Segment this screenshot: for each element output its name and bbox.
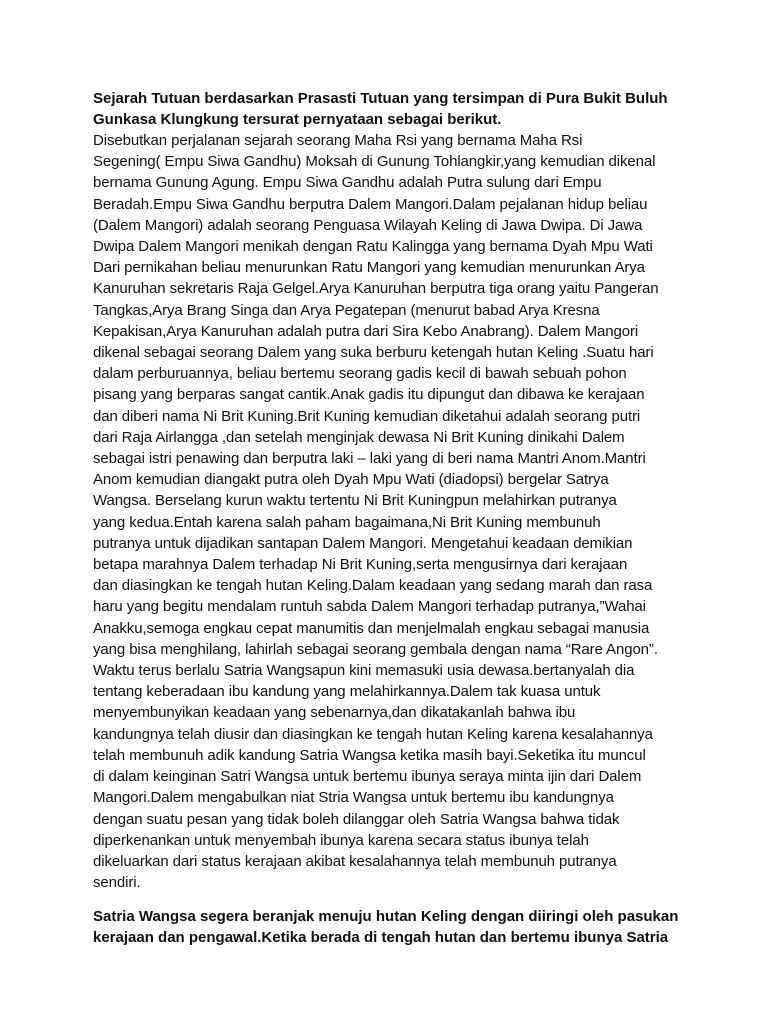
document-content bbox=[93, 88, 683, 948]
document-body-paragraph: Disebutkan perjalanan sejarah seorang Maha Rsi yang bernama Maha Rsi Segening( Empu Siwa Gandhu) Moksah di Gunung Tohlangkir,yang kemudian dikenal bernama Gunung Agung. Empu Siwa Gandhu adalah Putra sulung dari Empu Beradah.Empu Siwa Gandhu berputra Dalem Mangori.Dalam pejalanan hidup beliau (Dalem Mangori) adalah seorang Penguasa Wilayah Keling di Jawa Dwipa. Di Jawa Dwipa Dalem Mangori menikah dengan Ratu Kalingga yang bernama Dyah Mpu Wati Dari pernikahan beliau menurunkan Ratu Mangori yang kemudian menurunkan Arya Kanuruhan sekretaris Raja Gelgel.Arya Kanuruhan berputra tiga orang yaitu Pangeran Tangkas,Arya Brang Singa dan Arya Pegatepan (menurut babad Arya Kresna Kepakisan,Arya Kanuruhan adalah putra dari Sira Kebo Anabrang). Dalem Mangori dikenal sebagai seorang Dalem yang suka berburu ketengah hutan Keling .Suatu hari dalam perburuannya, beliau bertemu seorang gadis kecil di bawah sebuah pohon pisang yang berparas sangat cantik.Anak gadis itu dipungut dan dibawa ke kerajaan dan diberi nama Ni Brit Kuning.Brit Kuning kemudian diketahui adalah seorang putri dari Raja Airlangga ,dan setelah menginjak dewasa Ni Brit Kuning dinikahi Dalem sebagai istri penawing dan berputra laki – laki yang di beri nama Mantri Anom.Mantri Anom kemudian diangakt putra oleh Dyah Mpu Wati (diadopsi) bergelar Satrya Wangsa. Berselang kurun waktu tertentu Ni Brit Kuningpun melahirkan putranya yang kedua.Entah karena salah paham bagaimana,Ni Brit Kuning membunuh putranya untuk dijadikan santapan Dalem Mangori. Mengetahui keadaan demikian betapa marahnya Dalem terhadap Ni Brit Kuning,serta mengusirnya dari kerajaan dan diasingkan ke tengah hutan Keling.Dalam keadaan yang sedang marah dan rasa haru yang begitu mendalam runtuh sabda Dalem Mangori terhadap putranya,”Wahai Anakku,semoga engkau cepat manumitis dan menjelmalah engkau sebagai manusia yang bisa menghilang, lahirlah sebagai seorang gembala dengan nama “Rare Angon”. Waktu terus berlalu Satria Wangsapun kini memasuki usia dewasa.bertanyalah dia tentang keberadaan ibu kandung yang melahirkannya.Dalem tak kuasa untuk menyembunyikan keadaan yang sebenarnya,dan dikatakanlah bahwa ibu kandungnya telah diusir dan diasingkan ke tengah hutan Keling karena kesalahannya telah membunuh adik kandung Satria Wangsa ketika masih bayi.Seketika itu muncul di dalam keinginan Satri Wangsa untuk bertemu ibunya seraya minta ijin dari Dalem Mangori.Dalem mengabulkan niat Stria Wangsa untuk bertemu ibu kandungnya dengan suatu pesan yang tidak boleh dilanggar oleh Satria Wangsa bahwa tidak diperkenankan untuk menyembah ibunya karena secara status ibunya telah dikeluarkan dari status kerajaan akibat kesalahannya telah membunuh putranya sendiri. bbox=[93, 132, 659, 892]
document-second-heading: Satria Wangsa segera beranjak menuju hutan Keling dengan diiringi oleh pasukan kerajaan dan pengawal.Ketika berada di tengah hutan dan bertemu ibunya Satria bbox=[93, 908, 679, 947]
document-heading: Sejarah Tutuan berdasarkan Prasasti Tutuan yang tersimpan di Pura Bukit Buluh Gunkasa Klungkung tersurat pernyataan sebagai berikut. bbox=[93, 90, 668, 128]
